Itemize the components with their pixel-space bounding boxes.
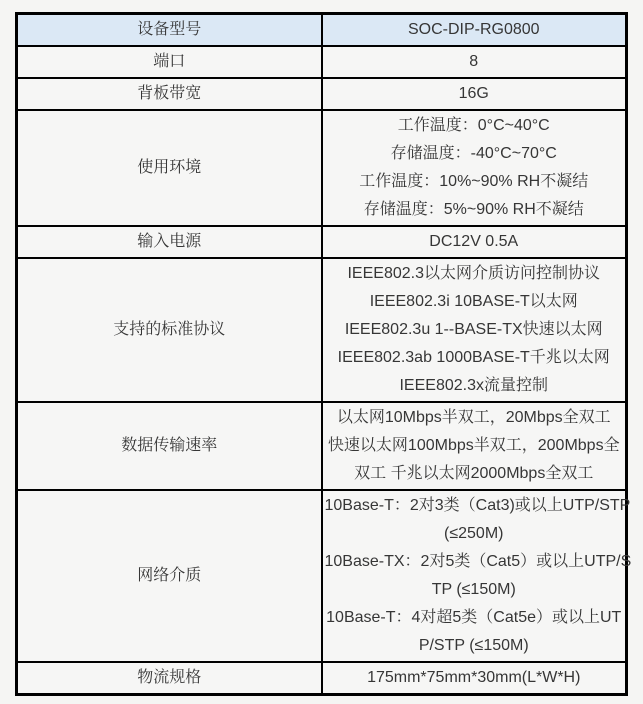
spec-value-line: IEEE802.3以太网介质访问控制协议 [347, 265, 600, 282]
spec-value-line: 10Base-T：2对3类（Cat3)或以上UTP/STP [324, 497, 631, 514]
spec-value-line: (≤250M) [444, 525, 504, 542]
spec-value-line: DC12V 0.5A [429, 233, 519, 250]
spec-row [17, 110, 627, 226]
spec-value-cell [322, 46, 627, 78]
spec-value-line: 175mm*75mm*30mm(L*W*H) [367, 669, 581, 686]
spec-value-cell [322, 662, 627, 695]
spec-value-cell [322, 402, 627, 490]
spec-row [17, 46, 627, 78]
spec-row [17, 78, 627, 110]
spec-value-line: 双工 千兆以太网2000Mbps全双工 [354, 465, 594, 482]
spec-value-cell [322, 490, 632, 662]
spec-value-line: 10Base-TX：2对5类（Cat5）或以上UTP/S [324, 553, 632, 570]
spec-row [17, 226, 627, 258]
spec-value-line: 存储温度：-40°C~70°C [390, 145, 557, 162]
spec-value-cell [322, 14, 627, 47]
spec-value-line: 工作温度：10%~90% RH不凝结 [359, 173, 589, 190]
spec-value-cell [322, 226, 627, 258]
spec-row [17, 258, 627, 402]
spec-label-cell: 支持的标准协议 [17, 258, 322, 402]
spec-value-line: 以太网10Mbps半双工，20Mbps全双工 [336, 409, 611, 426]
spec-label-cell: 物流规格 [17, 662, 322, 695]
spec-value-line: P/STP (≤150M) [418, 637, 529, 654]
spec-value-line: 16G [458, 85, 489, 102]
spec-label-cell: 设备型号 [17, 14, 322, 47]
spec-value-line: IEEE802.3ab 1000BASE-T千兆以太网 [337, 349, 610, 366]
spec-value-line: IEEE802.3u 1--BASE-TX快速以太网 [344, 321, 603, 338]
spec-value-line: 存储温度：5%~90% RH不凝结 [363, 201, 584, 218]
spec-header-row [17, 14, 627, 47]
spec-row [17, 490, 627, 662]
spec-label-cell: 端口 [17, 46, 322, 78]
spec-label-cell: 输入电源 [17, 226, 322, 258]
spec-value-line: IEEE802.3i 10BASE-T以太网 [369, 293, 578, 310]
spec-label-cell: 网络介质 [17, 490, 322, 662]
spec-value-line: 工作温度：0°C~40°C [397, 117, 550, 134]
spec-row [17, 662, 627, 695]
spec-label-cell: 数据传输速率 [17, 402, 322, 490]
spec-table-body [17, 14, 632, 695]
spec-label-cell: 背板带宽 [17, 78, 322, 110]
spec-value-line: 8 [469, 53, 479, 70]
spec-value-line: IEEE802.3x流量控制 [399, 377, 548, 394]
spec-value-cell [322, 258, 627, 402]
spec-value-line: SOC-DIP-RG0800 [407, 21, 540, 38]
spec-table [15, 12, 632, 696]
spec-value-line: TP (≤150M) [431, 581, 516, 598]
spec-row [17, 402, 627, 490]
spec-value-line: 10Base-T：4对超5类（Cat5e）或以上UT [326, 609, 622, 626]
spec-value-cell [322, 78, 627, 110]
spec-label-cell: 使用环境 [17, 110, 322, 226]
spec-value-cell [322, 110, 627, 226]
spec-value-line: 快速以太网100Mbps半双工，200Mbps全 [327, 437, 620, 454]
